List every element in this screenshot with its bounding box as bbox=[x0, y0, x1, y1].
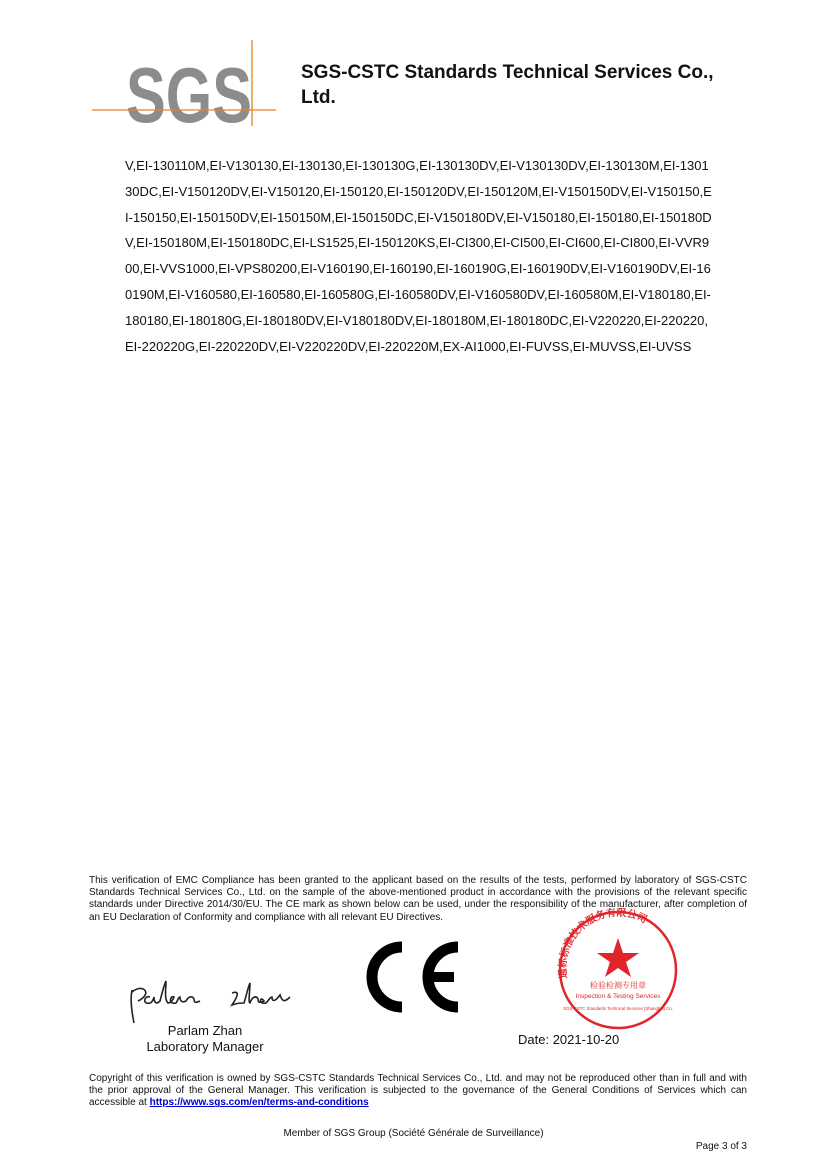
page-number: Page 3 of 3 bbox=[695, 1141, 747, 1152]
date-label: Date: bbox=[518, 1032, 550, 1047]
verification-statement: This verification of EMC Compliance has been granted to the applicant based on the results of the tests, performed by laboratory of SGS-CSTC Standards Technical Services Co., Ltd. on the sample of the above-mentioned product in accordance with the provisions of the relevant specific standards under Directive 2014/30/EU. The CE mark as shown below can be used, under the responsibility of the manufacturer, after completion of an EU Declaration of Conformity and compliance with all relevant EU Directives. bbox=[89, 875, 747, 923]
copyright-text: Copyright of this verification is owned by SGS-CSTC Standards Technical Services Co., Ltd. and may not be reproduced other than in full and with the prior approval of the General Manager. This verification is subjected to the governance of the General Conditions of Services which can accessible at bbox=[89, 1073, 747, 1109]
ce-mark bbox=[354, 937, 466, 1017]
official-stamp bbox=[553, 908, 683, 1032]
signatory-name: Parlam Zhan bbox=[167, 1023, 243, 1038]
date-line bbox=[518, 1032, 619, 1047]
member-line: Member of SGS Group (Société Générale de Surveillance) bbox=[283, 1128, 544, 1139]
stamp-line2: Inspection & Testing Services bbox=[575, 993, 661, 1000]
company-name: SGS-CSTC Standards Technical Services Co., Ltd. bbox=[301, 62, 714, 108]
copyright-notice bbox=[89, 1073, 747, 1110]
sgs-logo bbox=[92, 38, 282, 130]
terms-link[interactable]: https://www.sgs.com/en/terms-and-conditions bbox=[149, 1097, 369, 1109]
stamp-line1: 检验检测专用章 bbox=[590, 981, 646, 990]
logo-text: SGS bbox=[126, 51, 252, 130]
stamp-line3: SGS-CSTC Standards Technical Services (Shanghai) Co. bbox=[563, 1006, 673, 1011]
svg-text:通标标准技术服务有限公司 bbox=[556, 908, 650, 979]
signatory-title: Laboratory Manager bbox=[146, 1039, 264, 1054]
stamp-outer-text: 通标标准技术服务有限公司 bbox=[557, 908, 649, 979]
model-list: V,EI-130110M,EI-V130130,EI-130130,EI-130130G,EI-130130DV,EI-V130130DV,EI-130130M,EI-130130DC,EI-V150120DV,EI-V150120,EI-150120,EI-150120DV,EI-150120M,EI-V150150DV,EI-V150150,EI-150150,EI-150150DV,EI-150150M,EI-150150DC,EI-V150180DV,EI-V150180,EI-150180,EI-150180DV,EI-150180M,EI-150180DC,EI-LS1525,EI-150120KS,EI-CI300,EI-CI500,EI-CI600,EI-CI800,EI-VVR900,EI-VVS1000,EI-VPS80200,EI-V160190,EI-160190,EI-160190G,EI-160190DV,EI-V160190DV,EI-160190M,EI-V160580,EI-160580,EI-160580G,EI-160580DV,EI-V160580DV,EI-160580M,EI-V180180,EI-180180,EI-180180G,EI-180180DV,EI-V180180DV,EI-180180M,EI-180180DC,EI-V220220,EI-220220,EI-220220G,EI-220220DV,EI-V220220DV,EI-220220M,EX-AI1000,EI-FUVSS,EI-MUVSS,EI-UVSS bbox=[125, 158, 712, 354]
signature-image bbox=[120, 975, 300, 1025]
signatory-block bbox=[120, 1023, 290, 1055]
date-value: 2021-10-20 bbox=[552, 1032, 620, 1047]
